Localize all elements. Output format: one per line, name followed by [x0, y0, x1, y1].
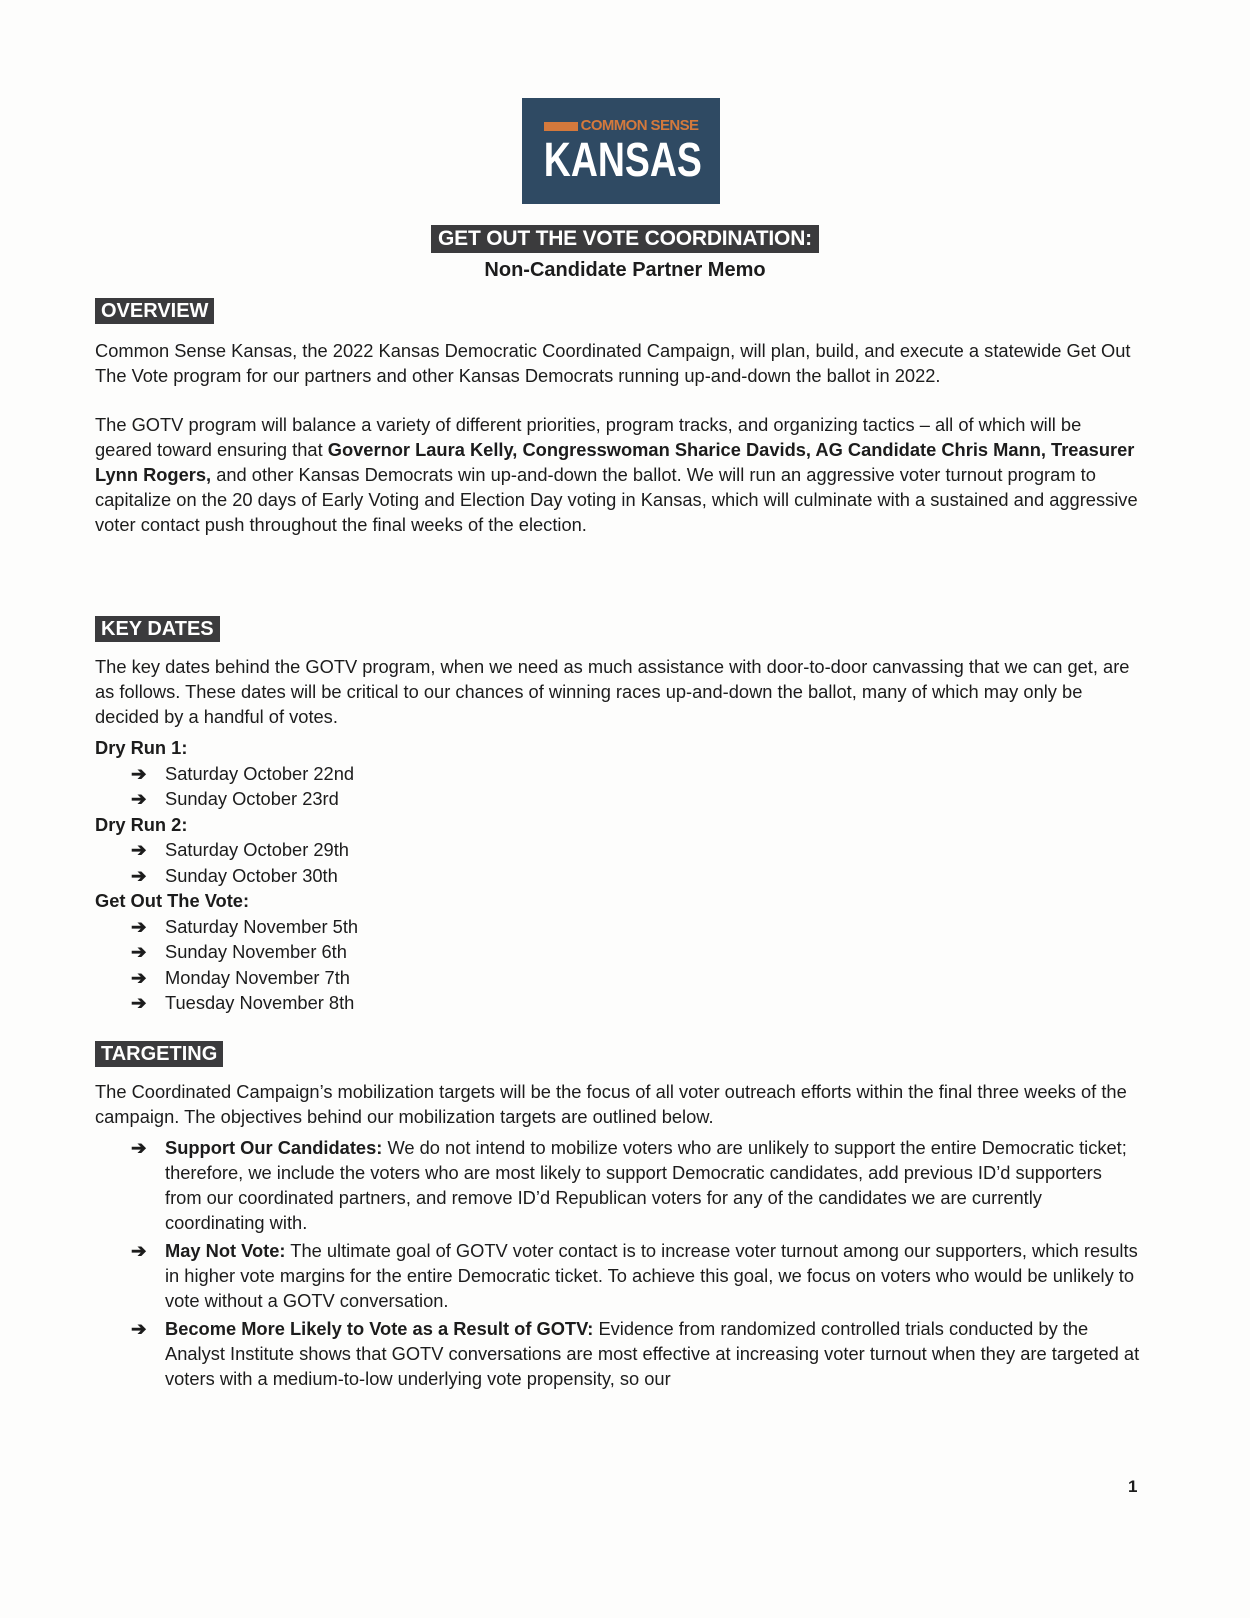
logo-top-text: COMMON SENSE	[580, 117, 699, 134]
dry-run-1-group	[95, 735, 1140, 812]
arrow-right-icon: ➔	[131, 788, 147, 809]
arrow-right-icon: ➔	[131, 966, 147, 988]
arrow-right-icon: ➔	[131, 1318, 147, 1339]
targeting-list	[95, 1135, 1140, 1391]
list-item: ➔ Sunday October 30th	[95, 863, 1140, 889]
overview-section	[95, 298, 1140, 537]
list-item: ➔ Monday November 7th	[95, 965, 1140, 991]
list-item: ➔ Sunday November 6th	[95, 939, 1140, 965]
dry-run-2-group	[95, 812, 1140, 889]
list-item: ➔ Sunday October 23rd	[95, 786, 1140, 812]
logo-main-text: KANSAS	[543, 134, 702, 187]
arrow-right-icon: ➔	[131, 762, 147, 784]
list-item: ➔ Become More Likely to Vote as a Result of GOTV: Evidence from randomized controlled trials conducted by the Analyst Institute shows that GOTV conversations are most effective at increasing voter turnout when they are targeted at voters with a medium-to-low underlying vote propensity, so our	[131, 1318, 1140, 1389]
group-label: Dry Run 2:	[95, 813, 188, 835]
logo-bar-icon	[544, 122, 578, 131]
group-label: Get Out The Vote:	[95, 890, 250, 911]
overview-heading: OVERVIEW	[95, 298, 214, 324]
candidate-names: Governor Laura Kelly, Congresswoman Sharice Davids, AG Candidate Chris Mann, Treasurer Lynn Rogers,	[95, 439, 1135, 485]
overview-paragraph-1: Common Sense Kansas, the 2022 Kansas Democratic Coordinated Campaign, will plan, build, and execute a statewide Get Out The Vote program for our partners and other Kansas Democrats running up-and-down the ballot in 2022.	[95, 340, 1131, 386]
targeting-intro: The Coordinated Campaign’s mobilization targets will be the focus of all voter outreach efforts within the final three weeks of the campaign. The objectives behind our mobilization targets are outlined below.	[95, 1081, 1127, 1127]
targeting-section	[95, 1041, 1140, 1394]
arrow-right-icon: ➔	[131, 839, 147, 860]
key-dates-section	[95, 616, 1140, 1016]
common-sense-kansas-logo	[522, 98, 720, 204]
key-dates-heading: KEY DATES	[95, 616, 220, 642]
group-label: Dry Run 1:	[95, 737, 188, 758]
overview-paragraph-2: The GOTV program will balance a variety of different priorities, program tracks, and organizing tactics – all of which will be geared toward ensuring that Governor Laura Kelly, Congresswoman Sharice Davids, AG Candidate Chris Mann, Treasurer Lynn Rogers, and other Kansas Democrats win up-and-down the ballot. We will run an aggressive voter turnout program to capitalize on the 20 days of Early Voting and Election Day voting in Kansas, which will culminate with a sustained and aggressive voter contact push throughout the final weeks of the election.	[95, 414, 1138, 535]
arrow-right-icon: ➔	[131, 1240, 147, 1261]
arrow-right-icon: ➔	[131, 1137, 147, 1158]
arrow-right-icon: ➔	[131, 992, 147, 1013]
list-item: ➔ Support Our Candidates: We do not intend to mobilize voters who are unlikely to support the entire Democratic ticket; therefore, we include the voters who are most likely to support Democratic candidates, add previous ID’d supporters from our coordinated partners, and remove ID’d Republican voters for any of the candidates we are currently coordinating with.	[131, 1137, 1127, 1233]
page-title: GET OUT THE VOTE COORDINATION:	[431, 225, 819, 253]
list-item: ➔ Tuesday November 8th	[95, 990, 1140, 1016]
list-item: ➔ Saturday November 5th	[95, 914, 1140, 940]
list-item: ➔ Saturday October 22nd	[95, 761, 1140, 787]
page-number: 1	[1128, 1477, 1138, 1496]
targeting-heading: TARGETING	[95, 1041, 223, 1067]
arrow-right-icon: ➔	[131, 941, 147, 962]
list-item: ➔ May Not Vote: The ultimate goal of GOTV voter contact is to increase voter turnout among our supporters, which results in higher vote margins for the entire Democratic ticket. To achieve this goal, we focus on voters who would be unlikely to vote without a GOTV conversation.	[131, 1240, 1138, 1311]
arrow-right-icon: ➔	[131, 915, 147, 937]
arrow-right-icon: ➔	[131, 864, 147, 886]
page-subtitle: Non-Candidate Partner Memo	[484, 259, 766, 281]
key-dates-intro: The key dates behind the GOTV program, when we need as much assistance with door-to-door canvassing that we can get, are as follows. These dates will be critical to our chances of winning races up-and-down the ballot, many of which may only be decided by a handful of votes.	[95, 656, 1130, 727]
list-item: ➔ Saturday October 29th	[95, 837, 1140, 863]
gotv-group	[95, 888, 1140, 1016]
